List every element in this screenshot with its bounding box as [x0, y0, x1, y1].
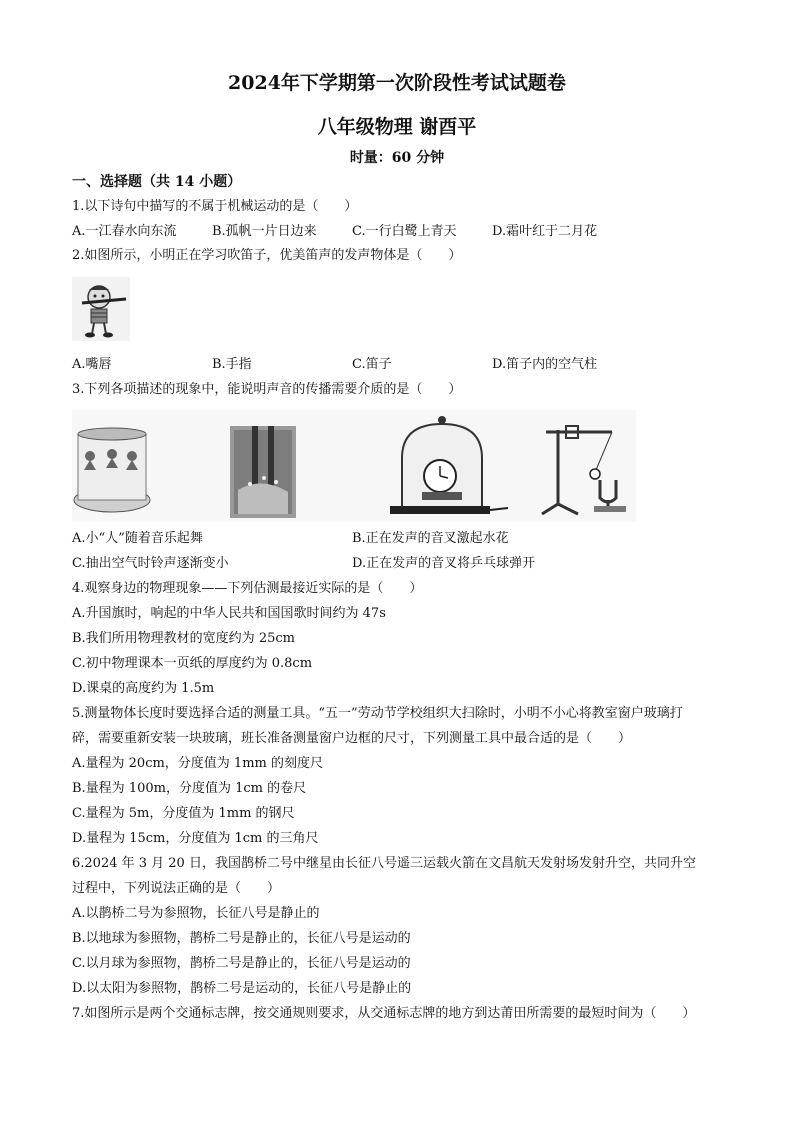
q2-option-d: D.笛子内的空气柱 [492, 357, 598, 372]
q5-option-a: A.量程为 20cm，分度值为 1mm 的刻度尺 [72, 756, 323, 771]
q4-option-b: B.我们所用物理教材的宽度约为 25cm [72, 631, 295, 646]
q6-option-c: C.以月球为参照物，鹊桥二号是静止的，长征八号是运动的 [72, 956, 411, 971]
q6-option-d: D.以太阳为参照物，鹊桥二号是运动的，长征八号是静止的 [72, 981, 412, 996]
flute-player-figure [72, 277, 130, 341]
q6-option-b: B.以地球为参照物，鹊桥二号是静止的，长征八号是运动的 [72, 931, 411, 946]
q5-stem-line1: 5.测量物体长度时要选择合适的测量工具。“五一”劳动节学校组织大扫除时，小明不小心将教室窗户玻璃打 [72, 706, 683, 721]
q5-option-c: C.量程为 5m，分度值为 1mm 的钢尺 [72, 806, 295, 821]
q1-option-b: B.孤帆一片日边来 [212, 224, 317, 239]
q3-option-a: A.小“人”随着音乐起舞 [72, 531, 203, 546]
exam-time: 时量：60 分钟 [349, 150, 445, 166]
q4-option-c: C.初中物理课本一页纸的厚度约为 0.8cm [72, 656, 313, 671]
q4-option-a: A.升国旗时，响起的中华人民共和国国歌时间约为 47s [72, 606, 386, 621]
q3-stem: 3.下列各项描述的现象中，能说明声音的传播需要介质的是（ ） [72, 382, 462, 397]
q2-stem: 2.如图所示，小明正在学习吹笛子，优美笛声的发声物体是（ ） [72, 248, 462, 263]
q3-option-c: C.抽出空气时铃声逐渐变小 [72, 556, 229, 571]
q2-option-b: B.手指 [212, 357, 252, 372]
section-heading: 一、选择题（共 14 小题） [72, 174, 242, 190]
q3-figures [72, 410, 636, 522]
q2-option-c: C.笛子 [352, 357, 392, 372]
q1-option-d: D.霜叶红于二月花 [492, 224, 598, 239]
q2-option-a: A.嘴唇 [72, 357, 112, 372]
q6-option-a: A.以鹊桥二号为参照物，长征八号是静止的 [72, 906, 320, 921]
dancing-figures-speaker-icon [74, 428, 150, 512]
q6-stem-line2: 过程中，下列说法正确的是（ ） [72, 881, 281, 896]
q6-stem-line1: 6.2024 年 3 月 20 日，我国鹊桥二号中继星由长征八号遥三运载火箭在文昌航天发射场发射升空，共同升空 [72, 856, 696, 871]
q5-option-d: D.量程为 15cm，分度值为 1cm 的三角尺 [72, 831, 319, 846]
q3-option-d: D.正在发声的音叉将乒乓球弹开 [352, 556, 536, 571]
exam-title: 2024年下学期第一次阶段性考试试题卷 [228, 72, 566, 94]
q5-option-b: B.量程为 100m，分度值为 1cm 的卷尺 [72, 781, 307, 796]
q5-stem-line2: 碎，需要重新安装一块玻璃，班长准备测量窗户边框的尺寸，下列测量工具中最合适的是（ ） [72, 731, 632, 746]
q1-stem: 1.以下诗句中描写的不属于机械运动的是（ ） [72, 199, 358, 214]
exam-subtitle: 八年级物理 谢酉平 [317, 116, 477, 138]
q1-option-a: A.一江春水向东流 [72, 224, 177, 239]
tuning-fork-water-icon [230, 426, 296, 518]
q4-option-d: D.课桌的高度约为 1.5m [72, 681, 215, 696]
q4-stem: 4.观察身边的物理现象——下列估测最接近实际的是（ ） [72, 581, 423, 596]
q3-option-b: B.正在发声的音叉激起水花 [352, 531, 509, 546]
q1-option-c: C.一行白鹭上青天 [352, 224, 457, 239]
q7-stem: 7.如图所示是两个交通标志牌，按交通规则要求，从交通标志牌的地方到达莆田所需要的最短时间为（ ） [72, 1006, 696, 1021]
